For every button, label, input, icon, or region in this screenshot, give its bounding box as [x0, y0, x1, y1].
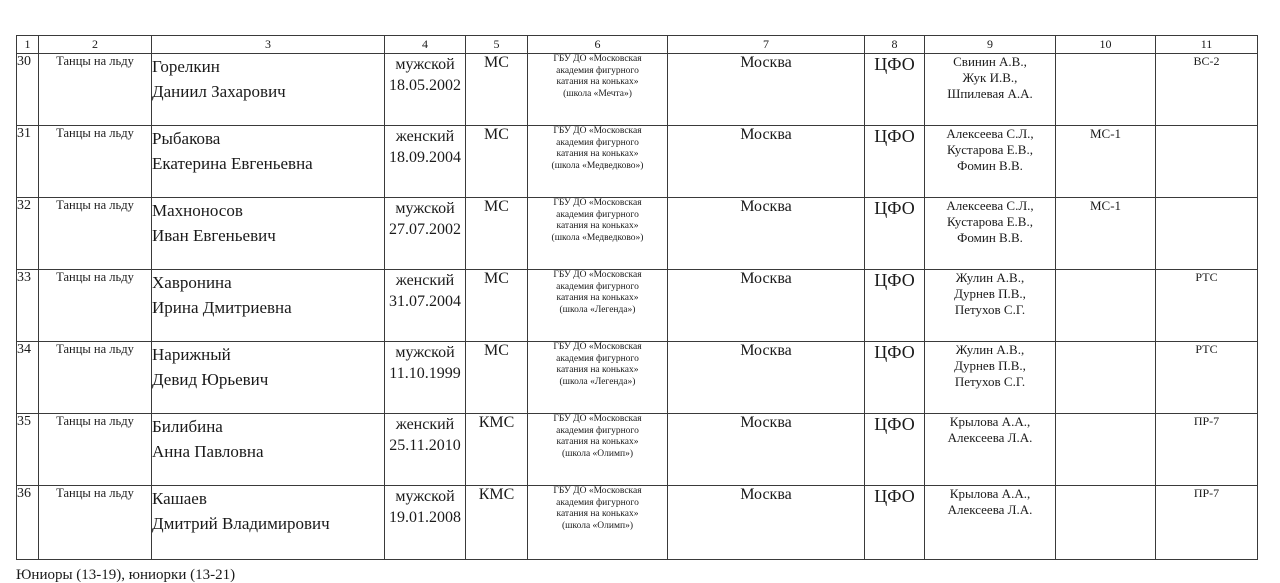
athlete-name-cell [152, 486, 385, 560]
col-10-cell: МС-1 [1056, 126, 1156, 198]
organization-line: ГБУ ДО «Московская [553, 414, 642, 424]
athlete-gender: мужской [395, 200, 455, 217]
athlete-birth-date: 18.05.2002 [389, 77, 461, 94]
header-col-10: 10 [1056, 36, 1156, 54]
organization-line: ГБУ ДО «Московская [553, 198, 642, 208]
athlete-birth-date: 31.07.2004 [389, 293, 461, 310]
athlete-gender: мужской [395, 488, 455, 505]
federal-district-cell: ЦФО [865, 54, 925, 126]
athlete-surname: Махноносов [152, 201, 243, 220]
organization-line: катания на коньках» [556, 509, 639, 520]
table-body [17, 54, 1258, 560]
coaches-cell [925, 270, 1056, 342]
col-10-cell [1056, 270, 1156, 342]
header-col-6: 6 [528, 36, 668, 54]
federal-district-cell: ЦФО [865, 342, 925, 414]
athlete-surname: Билибина [152, 417, 223, 436]
sport-rank-cell: КМС [466, 486, 528, 560]
coach-name: Жук И.В., [962, 70, 1018, 85]
coaches-cell [925, 486, 1056, 560]
organization-line: академия фигурного [556, 209, 639, 220]
gender-birth-cell [385, 54, 466, 126]
organization-cell [528, 486, 668, 560]
athlete-given-names: Ирина Дмитриевна [152, 298, 292, 317]
discipline-cell: Танцы на льду [39, 54, 152, 126]
coach-name: Алексеева С.Л., [946, 126, 1034, 141]
athlete-surname: Хавронина [152, 273, 232, 292]
athlete-gender: женский [395, 272, 455, 289]
sport-rank-cell: МС [466, 126, 528, 198]
athlete-birth-date: 19.01.2008 [389, 509, 461, 526]
discipline-cell: Танцы на льду [39, 342, 152, 414]
row-number: 36 [17, 486, 39, 560]
organization-line: катания на коньках» [556, 437, 639, 448]
col-11-cell: РТС [1156, 270, 1258, 342]
col-11-cell [1156, 126, 1258, 198]
organization-line: академия фигурного [556, 353, 639, 364]
athlete-gender: мужской [395, 56, 455, 73]
athlete-birth-date: 11.10.1999 [389, 365, 461, 382]
organization-line: катания на коньках» [556, 221, 639, 232]
organization-line: (школа «Медведково») [551, 232, 644, 243]
organization-line: (школа «Легенда») [559, 304, 636, 315]
organization-line: катания на коньках» [556, 149, 639, 160]
header-col-9: 9 [925, 36, 1056, 54]
organization-cell [528, 198, 668, 270]
row-number: 30 [17, 54, 39, 126]
organization-line: академия фигурного [556, 281, 639, 292]
sport-rank-cell: МС [466, 342, 528, 414]
discipline-cell: Танцы на льду [39, 414, 152, 486]
organization-line: академия фигурного [556, 137, 639, 148]
coach-name: Крылова А.А., [949, 486, 1031, 501]
coach-name: Алексеева Л.А. [947, 502, 1033, 517]
coach-name: Петухов С.Г. [954, 374, 1026, 389]
coaches-cell [925, 414, 1056, 486]
organization-cell [528, 54, 668, 126]
table-row [17, 54, 1258, 126]
organization-line: ГБУ ДО «Московская [553, 270, 642, 280]
table-header [17, 36, 1258, 54]
athlete-given-names: Иван Евгеньевич [152, 226, 276, 245]
roster-sheet [16, 35, 1257, 560]
sport-rank-cell: МС [466, 270, 528, 342]
coach-name: Свинин А.В., [953, 54, 1027, 69]
coach-name: Жулин А.В., [955, 270, 1025, 285]
coach-name: Дурнев П.В., [954, 286, 1026, 301]
row-number: 31 [17, 126, 39, 198]
coach-name: Жулин А.В., [955, 342, 1025, 357]
col-10-cell [1056, 342, 1156, 414]
table-row [17, 198, 1258, 270]
coach-name: Шпилевая А.А. [947, 86, 1033, 101]
athlete-birth-date: 27.07.2002 [389, 221, 461, 238]
organization-line: академия фигурного [556, 497, 639, 508]
federal-district-cell: ЦФО [865, 486, 925, 560]
athlete-given-names: Анна Павловна [152, 442, 264, 461]
col-10-cell: МС-1 [1056, 198, 1156, 270]
header-col-3: 3 [152, 36, 385, 54]
header-col-11: 11 [1156, 36, 1258, 54]
gender-birth-cell [385, 414, 466, 486]
col-11-cell: ПР-7 [1156, 486, 1258, 560]
organization-cell [528, 414, 668, 486]
coaches-cell [925, 54, 1056, 126]
table-row [17, 270, 1258, 342]
table-row [17, 342, 1258, 414]
organization-line: (школа «Олимп») [561, 520, 633, 531]
col-10-cell [1056, 414, 1156, 486]
athlete-birth-date: 18.09.2004 [389, 149, 461, 166]
city-cell: Москва [668, 270, 865, 342]
athlete-birth-date: 25.11.2010 [389, 437, 461, 454]
row-number: 33 [17, 270, 39, 342]
discipline-cell: Танцы на льду [39, 486, 152, 560]
row-number: 35 [17, 414, 39, 486]
col-10-cell [1056, 486, 1156, 560]
athlete-given-names: Девид Юрьевич [152, 370, 269, 389]
coach-name: Алексеева Л.А. [947, 430, 1033, 445]
athlete-given-names: Даниил Захарович [152, 82, 286, 101]
organization-line: катания на коньках» [556, 365, 639, 376]
athlete-gender: женский [395, 416, 455, 433]
table-row [17, 414, 1258, 486]
header-row [17, 36, 1258, 54]
footer-note: Юниоры (13-19), юниорки (13-21) [16, 567, 236, 583]
organization-line: (школа «Легенда») [559, 376, 636, 387]
coach-name: Фомин В.В. [957, 230, 1023, 245]
organization-line: катания на коньках» [556, 77, 639, 88]
gender-birth-cell [385, 198, 466, 270]
header-col-2: 2 [39, 36, 152, 54]
discipline-cell: Танцы на льду [39, 126, 152, 198]
gender-birth-cell [385, 270, 466, 342]
row-number: 34 [17, 342, 39, 414]
athlete-surname: Рыбакова [152, 129, 221, 148]
coach-name: Фомин В.В. [957, 158, 1023, 173]
coach-name: Кустарова Е.В., [947, 142, 1033, 157]
city-cell: Москва [668, 486, 865, 560]
federal-district-cell: ЦФО [865, 270, 925, 342]
organization-line: (школа «Медведково») [551, 160, 644, 171]
organization-line: ГБУ ДО «Московская [553, 54, 642, 64]
discipline-cell: Танцы на льду [39, 270, 152, 342]
gender-birth-cell [385, 486, 466, 560]
header-col-5: 5 [466, 36, 528, 54]
sport-rank-cell: МС [466, 198, 528, 270]
coach-name: Дурнев П.В., [954, 358, 1026, 373]
federal-district-cell: ЦФО [865, 414, 925, 486]
coach-name: Кустарова Е.В., [947, 214, 1033, 229]
city-cell: Москва [668, 54, 865, 126]
col-11-cell: ПР-7 [1156, 414, 1258, 486]
athlete-gender: женский [395, 128, 455, 145]
organization-line: академия фигурного [556, 65, 639, 76]
athlete-roster-table [16, 35, 1258, 560]
gender-birth-cell [385, 126, 466, 198]
organization-line: академия фигурного [556, 425, 639, 436]
city-cell: Москва [668, 414, 865, 486]
federal-district-cell: ЦФО [865, 126, 925, 198]
coach-name: Крылова А.А., [949, 414, 1031, 429]
header-col-7: 7 [668, 36, 865, 54]
athlete-name-cell [152, 414, 385, 486]
coaches-cell [925, 342, 1056, 414]
athlete-surname: Нарижный [152, 345, 231, 364]
table-row [17, 486, 1258, 560]
table-row [17, 126, 1258, 198]
organization-line: (школа «Мечта») [563, 88, 632, 99]
header-col-8: 8 [865, 36, 925, 54]
athlete-given-names: Дмитрий Владимирович [152, 514, 330, 533]
city-cell: Москва [668, 198, 865, 270]
gender-birth-cell [385, 342, 466, 414]
organization-cell [528, 342, 668, 414]
col-11-cell [1156, 198, 1258, 270]
discipline-cell: Танцы на льду [39, 198, 152, 270]
athlete-given-names: Екатерина Евгеньевна [152, 154, 313, 173]
col-11-cell: РТС [1156, 342, 1258, 414]
sport-rank-cell: КМС [466, 414, 528, 486]
athlete-name-cell [152, 342, 385, 414]
coach-name: Петухов С.Г. [954, 302, 1026, 317]
col-10-cell [1056, 54, 1156, 126]
header-col-1: 1 [17, 36, 39, 54]
athlete-name-cell [152, 270, 385, 342]
organization-cell [528, 270, 668, 342]
athlete-surname: Горелкин [152, 57, 220, 76]
athlete-name-cell [152, 198, 385, 270]
organization-line: (школа «Олимп») [561, 448, 633, 459]
athlete-name-cell [152, 54, 385, 126]
header-col-4: 4 [385, 36, 466, 54]
city-cell: Москва [668, 126, 865, 198]
organization-line: ГБУ ДО «Московская [553, 126, 642, 136]
row-number: 32 [17, 198, 39, 270]
coaches-cell [925, 126, 1056, 198]
sport-rank-cell: МС [466, 54, 528, 126]
organization-cell [528, 126, 668, 198]
federal-district-cell: ЦФО [865, 198, 925, 270]
coaches-cell [925, 198, 1056, 270]
organization-line: ГБУ ДО «Московская [553, 342, 642, 352]
athlete-name-cell [152, 126, 385, 198]
organization-line: катания на коньках» [556, 293, 639, 304]
city-cell: Москва [668, 342, 865, 414]
athlete-surname: Кашаев [152, 489, 207, 508]
athlete-gender: мужской [395, 344, 455, 361]
coach-name: Алексеева С.Л., [946, 198, 1034, 213]
col-11-cell: ВС-2 [1156, 54, 1258, 126]
organization-line: ГБУ ДО «Московская [553, 486, 642, 496]
